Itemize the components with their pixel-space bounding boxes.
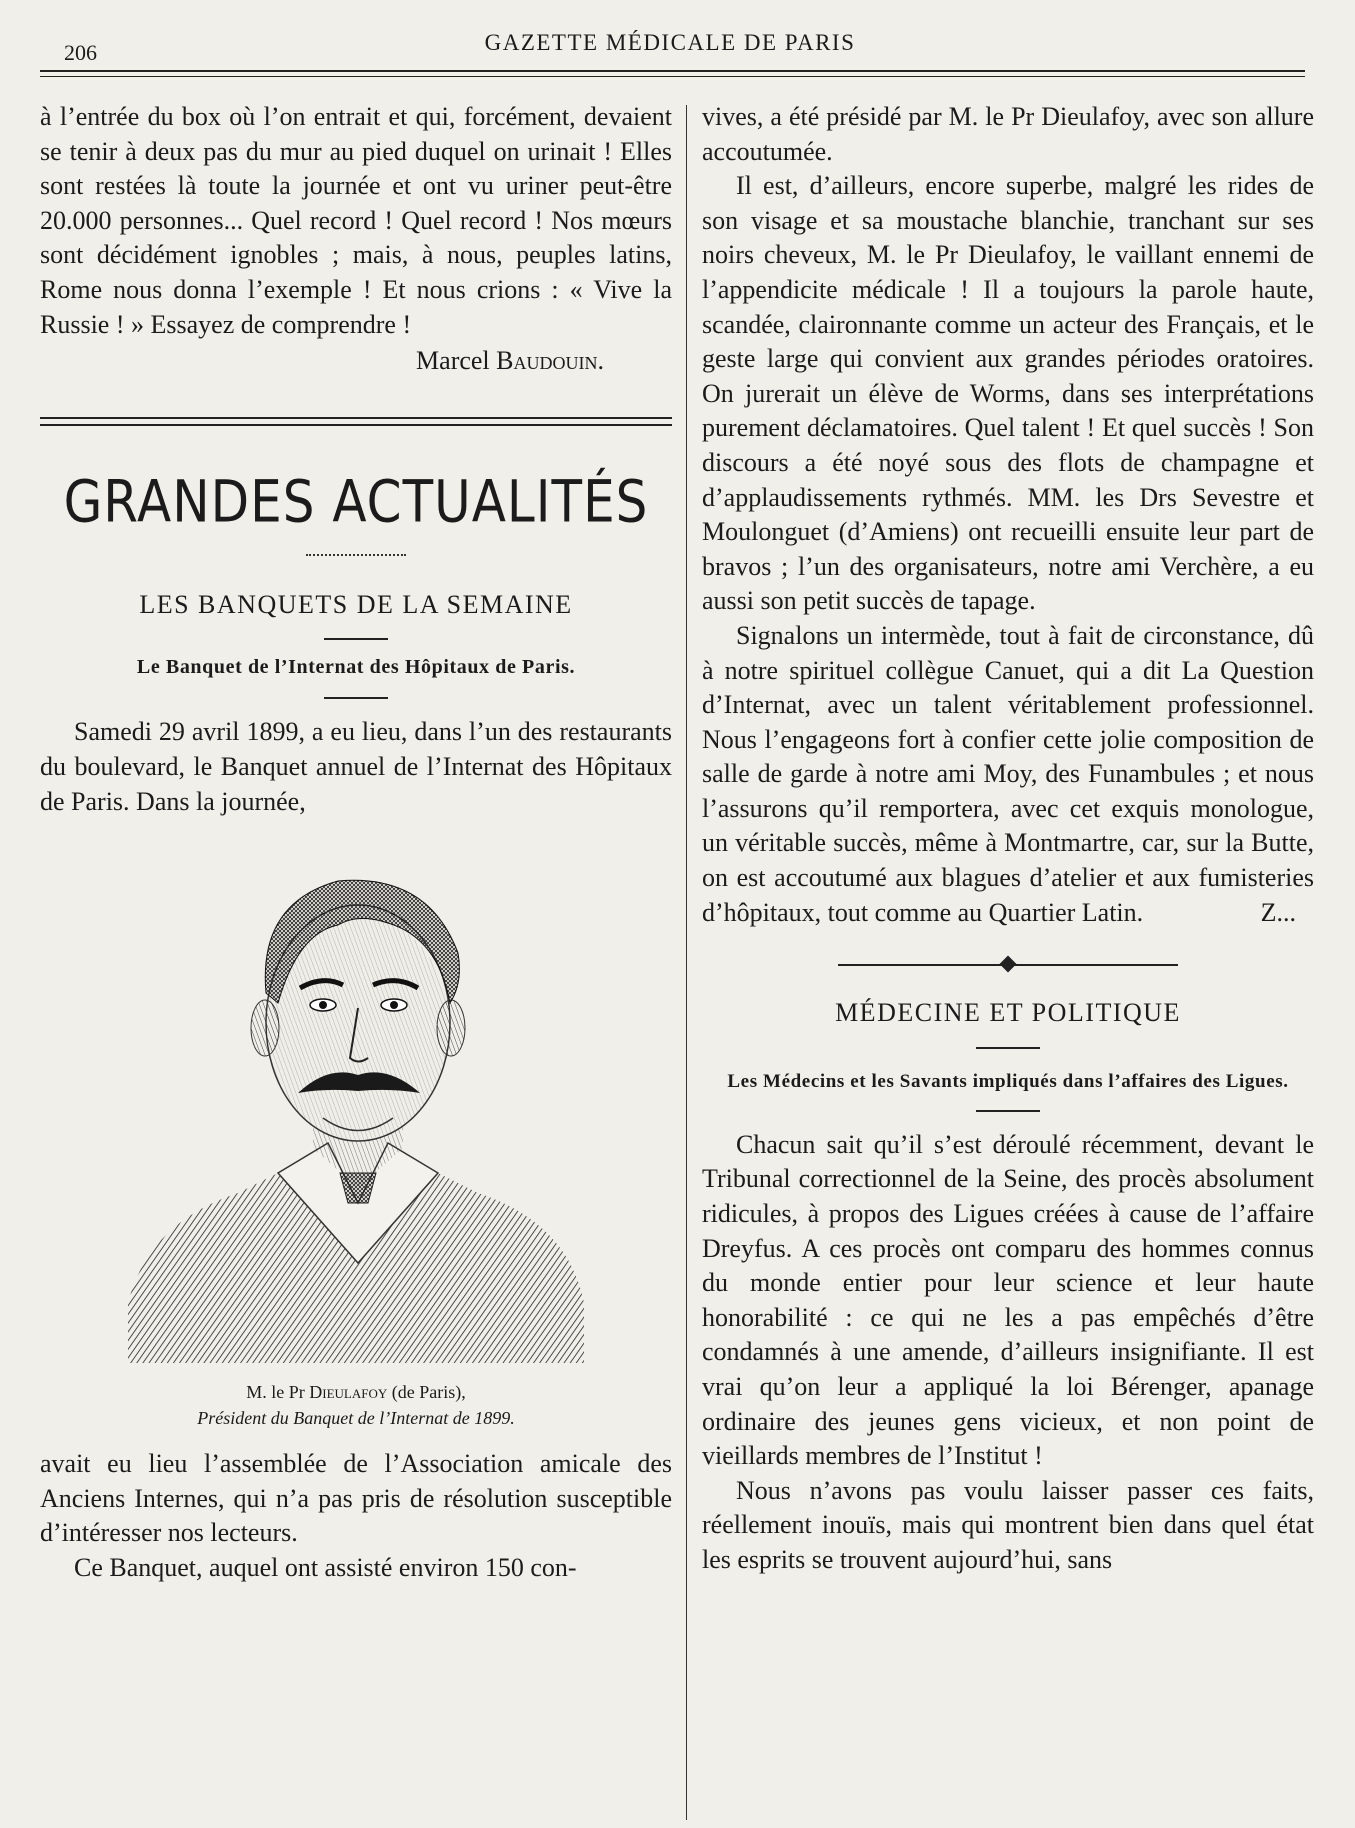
- short-rule: [976, 1110, 1040, 1112]
- portrait-engraving: [128, 843, 584, 1363]
- article-paragraph: [702, 619, 1314, 930]
- section-double-rule: [40, 417, 672, 426]
- article-paragraph: avait eu lieu l’assemblée de l’Association amicale des Anciens Internes, qui n’a pas pris de résolution susceptible d’intéresser nos lecteurs.: [40, 1449, 672, 1548]
- caption-title: M. le Pr: [246, 1382, 305, 1403]
- article-paragraph: Nous n’avons pas voulu laisser passer ces faits, réellement inouïs, mais qui montrent bien dans quel état les esprits se trouvent aujourd’hui, sans: [702, 1475, 1314, 1574]
- subsection-title: LES BANQUETS DE LA SEMAINE: [139, 589, 573, 619]
- short-rule: [976, 1047, 1040, 1049]
- article-paragraph: Chacun sait qu’il s’est déroulé récemment, devant le Tribunal correctionnel de la Seine, des procès absolument ridicules, à propos des Ligues créées à cause de l’affaire Dreyfus. A ces procès ont comparu des hommes connus du monde entier pour leur science et leur haute honorabilité : ce qui ne les a pas empêchés d’être condamnés à une amende, d’ailleurs insignifiante. Il est vrai qu’on leur a appliqué la loi Bérenger, apanage ordinaire des jeunes gens vicieux, et non point de vieillards membres de l’Institut !: [702, 1129, 1314, 1471]
- author-signature: [40, 344, 672, 379]
- article-title: Les Médecins et les Savants impliqués dans l’affaires des Ligues.: [727, 1070, 1289, 1092]
- article-paragraph: Il est, d’ailleurs, encore superbe, malgré les rides de son visage et sa moustache blanchie, tranchant sur ses noirs cheveux, M. le Pr Dieulafoy, le vaillant ennemi de l’appendicite médicale ! Il a toujours la parole haute, scandée, claironnante comme un acteur des Français, et le geste large qui convient aux grandes périodes oratoires. On jurerait un élève de Worms, dans ses interprétations purement déclamatoires. Quel talent ! Et quel succès ! Son discours a été noyé sous des flots de champagne et d’applaudissements rythmés. MM. les Drs Sevestre et Moulonguet (d’Amiens) ont recueilli ensuite leur part de bravos ; l’un des organisateurs, notre ami Verchère, a eu aussi son petit succès de tapage.: [702, 171, 1314, 616]
- ornament-rule: [838, 964, 1178, 966]
- caption-line-2: [40, 1405, 672, 1431]
- diamond-ornament-icon: [1000, 956, 1017, 973]
- column-divider: [686, 105, 687, 1820]
- caption-name: Dieulafoy: [309, 1382, 388, 1403]
- header-rule: [40, 70, 1305, 72]
- short-rule: [324, 697, 388, 699]
- caption-role: Président du Banquet de l’Internat de 1899.: [197, 1408, 515, 1429]
- right-column: [702, 100, 1314, 1578]
- page-number: 206: [64, 40, 97, 65]
- page-header: [40, 22, 1300, 65]
- article-paragraph: Ce Banquet, auquel ont assisté environ 150 con-: [74, 1552, 577, 1582]
- caption-line-1: [40, 1379, 672, 1405]
- continuation-paragraph: à l’entrée du box où l’on entrait et qui, forcément, devaient se tenir à deux pas du mur au pied duquel on urinait ! Elles sont restées là toute la journée et ont vu uriner peut-être 20.000 personnes... Quel record ! Quel record ! Nos mœurs sont décidément ignobles ; mais, à nous, peuples latins, Rome nous donna l’exemple ! Et nous crions : « Vive la Russie ! » Essayez de comprendre !: [40, 102, 672, 339]
- caption-origin: (de Paris),: [391, 1382, 466, 1403]
- ornament-rule: [306, 554, 406, 560]
- section-title: GRANDES ACTUALITÉS: [63, 468, 649, 536]
- article-paragraph: Samedi 29 avril 1899, a eu lieu, dans l’un des restaurants du boulevard, le Banquet annuel de l’Internat des Hôpitaux de Paris. Dans la journée,: [40, 717, 672, 816]
- article-paragraph: vives, a été présidé par M. le Pr Dieulafoy, avec son allure accoutumée.: [702, 102, 1314, 166]
- short-rule: [324, 638, 388, 640]
- author-signature: Z...: [1260, 897, 1296, 927]
- signature-first-name: Marcel: [416, 346, 490, 376]
- article-title: Le Banquet de l’Internat des Hôpitaux de Paris.: [136, 656, 576, 679]
- signature-last-name: Baudouin.: [496, 346, 604, 376]
- section-title: MÉDECINE ET POLITIQUE: [835, 998, 1181, 1028]
- figure-caption: [40, 1379, 672, 1431]
- running-title: GAZETTE MÉDICALE DE PARIS: [484, 30, 856, 55]
- paragraph-text: Signalons un intermède, tout à fait de circonstance, dû à notre spirituel collègue Canuet, qui a dit La Question d’Internat, avec un talent véritablement professionnel. Nous l’engageons fort à confier cette jolie composition de salle de garde à notre ami Moy, des Funambules ; et nous l’assurons qu’il remportera, avec cet exquis monologue, un véritable succès, même à Montmartre, car, sur la Butte, on est accoutumé aux blagues d’atelier et aux fumisteries d’hôpitaux, tout comme au Quartier Latin.: [702, 620, 1314, 927]
- left-column: [40, 100, 672, 1586]
- portrait-figure: [40, 843, 672, 1373]
- header-rule-thin: [40, 76, 1305, 77]
